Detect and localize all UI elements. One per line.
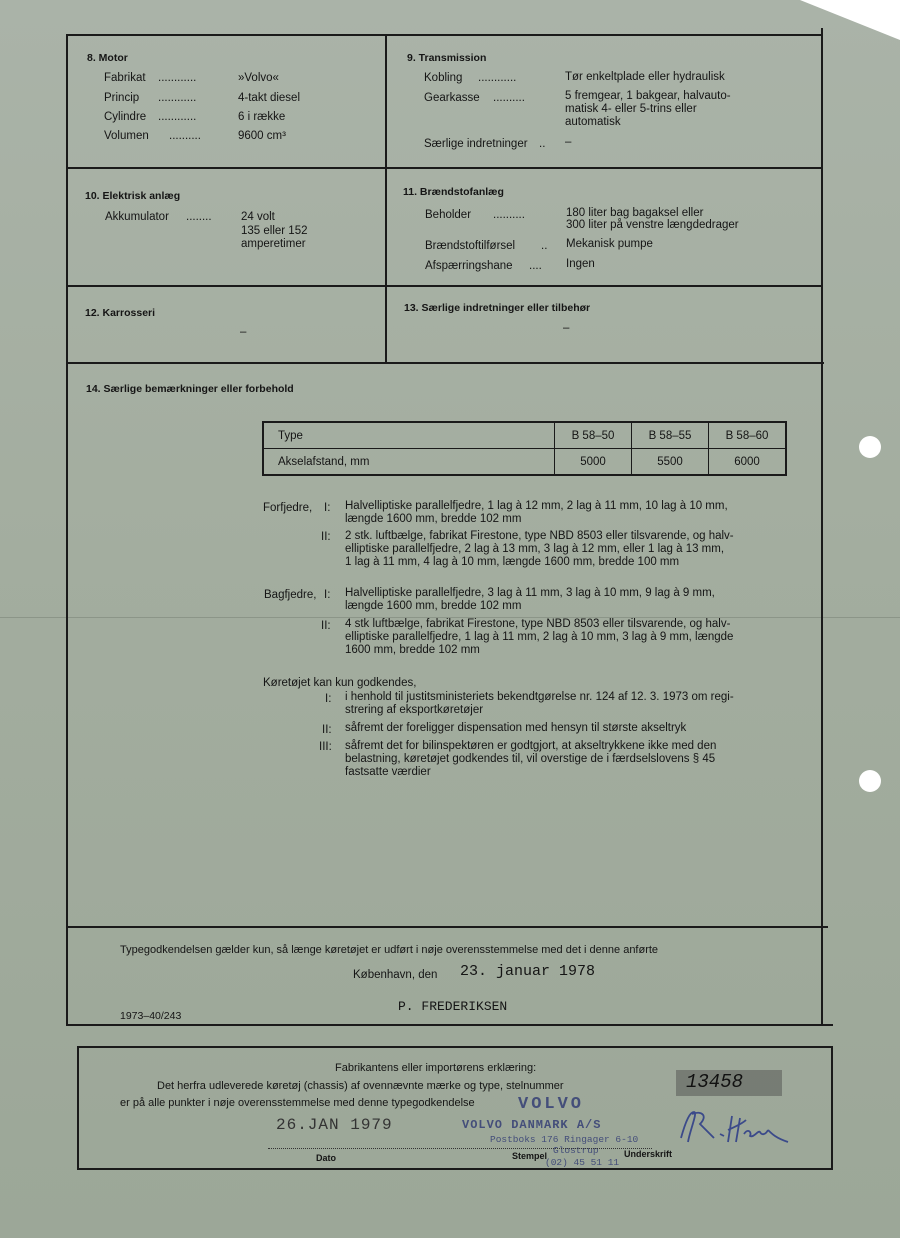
section-11-title: 11. Brændstofanlæg xyxy=(403,186,504,198)
issue-date: 23. januar 1978 xyxy=(460,963,596,980)
column-divider xyxy=(385,34,387,364)
spec-line: fastsatte værdier xyxy=(345,766,431,778)
akkumulator-value: 135 eller 152 xyxy=(241,225,308,237)
dots: ........ xyxy=(186,211,212,223)
motor-value: 6 i række xyxy=(238,111,286,123)
table-cell: 6000 xyxy=(709,449,787,476)
spec-line: elliptiske parallelfjedre, 2 lag à 13 mm, 3 lag à 12 mm, eller 1 lag à 13 mm, xyxy=(345,543,725,555)
dots: ............ xyxy=(478,72,517,84)
beholder-label: Beholder xyxy=(425,209,472,221)
handwritten-signature xyxy=(676,1108,796,1148)
declaration-text: er på alle punkter i nøje overensstemmelse med denne typegodkendelse xyxy=(120,1097,475,1109)
punch-hole xyxy=(859,770,881,792)
roman-numeral: II: xyxy=(321,620,331,632)
akkumulator-label: Akkumulator xyxy=(105,211,169,223)
gearkasse-value: 5 fremgear, 1 bakgear, halvauto- xyxy=(565,90,731,102)
motor-label: Cylindre xyxy=(104,111,147,123)
table-cell: B 58–60 xyxy=(709,422,787,449)
motor-label: Volumen xyxy=(104,130,149,142)
decl-frame-left xyxy=(77,1046,79,1170)
company-stamp: VOLVO DANMARK A/S xyxy=(462,1118,602,1132)
spec-line: i henhold til justitsministeriets bekendtgørelse nr. 124 af 12. 3. 1973 om regi- xyxy=(345,691,734,703)
dots: ............ xyxy=(158,92,197,104)
punch-hole xyxy=(859,436,881,458)
dots: .......... xyxy=(493,92,525,104)
akkumulator-value: 24 volt xyxy=(241,211,275,223)
decl-frame-bottom xyxy=(77,1168,833,1170)
motor-value: 4-takt diesel xyxy=(238,92,301,104)
dots: ............ xyxy=(158,111,197,123)
decl-frame-right xyxy=(831,1046,833,1170)
divider xyxy=(66,285,823,287)
forfjedre-label: Forfjedre, xyxy=(263,502,313,514)
signer-name: P. FREDERIKSEN xyxy=(398,999,508,1014)
table-row xyxy=(263,449,786,476)
declaration-title: Fabrikantens eller importørens erklæring: xyxy=(335,1062,537,1074)
tilfoersel-value: Mekanisk pumpe xyxy=(566,238,653,250)
spec-line: belastning, køretøjet godkendes til, vil overstige de i færdselslovens § 45 xyxy=(345,753,716,765)
gearkasse-value: automatisk xyxy=(565,116,621,128)
company-logo-stamp: VOLVO xyxy=(518,1095,585,1114)
dots: .... xyxy=(529,260,542,272)
frame-top xyxy=(66,34,822,36)
validity-statement: Typegodkendelsen gælder kun, så længe køretøjet er udført i nøje overensstemmelse med det i denne anførte xyxy=(120,944,659,956)
roman-numeral: I: xyxy=(324,589,331,601)
wheelbase-table xyxy=(262,421,787,476)
spec-line: elliptiske parallelfjedre, 1 lag à 11 mm, 2 lag à 10 mm, 3 lag à 9 mm, længde xyxy=(345,631,734,643)
stelnummer: 13458 xyxy=(686,1071,744,1093)
karrosseri-value: – xyxy=(240,326,247,338)
divider xyxy=(66,362,824,364)
dots: .. xyxy=(541,240,548,252)
kobling-label: Kobling xyxy=(424,72,463,84)
akkumulator-value: amperetimer xyxy=(241,238,306,250)
reference-number: 1973–40/243 xyxy=(120,1010,182,1022)
tilbehoer-value: – xyxy=(563,322,570,334)
frame-bottom xyxy=(66,1024,833,1026)
afspaerring-label: Afspærringshane xyxy=(425,260,513,272)
decl-frame-top xyxy=(77,1046,833,1048)
dato-label: Dato xyxy=(316,1153,336,1163)
spec-line: såfremt det for bilinspektøren er godtgjort, at akseltrykkene ikke med den xyxy=(345,740,717,752)
saerlige-value: – xyxy=(565,136,572,148)
spec-line: længde 1600 mm, bredde 102 mm xyxy=(345,600,522,612)
section-12-title: 12. Karrosseri xyxy=(85,307,156,319)
spec-line: Halvelliptiske parallelfjedre, 3 lag à 11 mm, 3 lag à 10 mm, 9 lag à 9 mm, xyxy=(345,587,715,599)
motor-value: »Volvo« xyxy=(238,72,279,84)
company-phone: (02) 45 51 11 xyxy=(545,1157,620,1168)
dots: .......... xyxy=(169,130,201,142)
beholder-value: 180 liter bag bagaksel eller xyxy=(566,207,704,219)
roman-numeral: II: xyxy=(322,724,332,736)
gearkasse-label: Gearkasse xyxy=(424,92,480,104)
spec-line: 4 stk luftbælge, fabrikat Firestone, type NBD 8503 eller tilsvarende, og halv- xyxy=(345,618,731,630)
afspaerring-value: Ingen xyxy=(566,258,595,270)
section-9-title: 9. Transmission xyxy=(407,52,487,64)
roman-numeral: III: xyxy=(319,741,332,753)
frame-right xyxy=(821,28,823,1026)
signature-line xyxy=(268,1148,652,1149)
frame-left xyxy=(66,34,68,1026)
underskrift-label: Underskrift xyxy=(624,1149,673,1159)
godkendes-intro: Køretøjet kan kun godkendes, xyxy=(263,677,417,689)
spec-line: længde 1600 mm, bredde 102 mm xyxy=(345,513,522,525)
spec-line: 1600 mm, bredde 102 mm xyxy=(345,644,480,656)
table-row xyxy=(263,422,786,449)
section-14-title: 14. Særlige bemærkninger eller forbehold xyxy=(86,383,294,395)
beholder-value: 300 liter på venstre længdedrager xyxy=(566,219,739,231)
motor-label: Fabrikat xyxy=(104,72,146,84)
tilfoersel-label: Brændstoftilførsel xyxy=(425,240,516,252)
divider xyxy=(66,167,822,169)
dots: .......... xyxy=(493,209,525,221)
saerlige-label: Særlige indretninger xyxy=(424,138,528,150)
section-13-title: 13. Særlige indretninger eller tilbehør xyxy=(404,302,591,314)
roman-numeral: I: xyxy=(325,693,332,705)
divider xyxy=(66,926,828,928)
declaration-text: Det herfra udleverede køretøj (chassis) af ovennævnte mærke og type, stelnummer xyxy=(157,1080,564,1092)
table-cell: Akselafstand, mm xyxy=(263,449,555,476)
table-cell: Type xyxy=(263,422,555,449)
company-address: Postboks 176 Ringager 6-10 xyxy=(490,1134,639,1145)
section-10-title: 10. Elektrisk anlæg xyxy=(85,190,181,202)
spec-line: 2 stk. luftbælge, fabrikat Firestone, type NBD 8503 eller tilsvarende, og halv- xyxy=(345,530,734,542)
table-cell: 5000 xyxy=(555,449,632,476)
motor-value: 9600 cm³ xyxy=(238,130,286,142)
stempel-label: Stempel xyxy=(512,1151,548,1161)
spec-line: såfremt der foreligger dispensation med hensyn til største akseltryk xyxy=(345,722,687,734)
spec-line: Halvelliptiske parallelfjedre, 1 lag à 12 mm, 2 lag à 11 mm, 10 lag à 10 mm, xyxy=(345,500,728,512)
table-cell: B 58–55 xyxy=(632,422,709,449)
section-8-title: 8. Motor xyxy=(87,52,128,64)
dots: .. xyxy=(539,138,546,150)
table-cell: 5500 xyxy=(632,449,709,476)
company-city: Glostrup xyxy=(553,1145,599,1156)
stamp-date: 26.JAN 1979 xyxy=(276,1116,393,1134)
spec-line: 1 lag à 11 mm, 4 lag à 10 mm, længde 1600 mm, bredde 100 mm xyxy=(345,556,680,568)
bagfjedre-label: Bagfjedre, xyxy=(264,589,317,601)
dots: ............ xyxy=(158,72,197,84)
roman-numeral: I: xyxy=(324,502,331,514)
roman-numeral: II: xyxy=(321,531,331,543)
place-label: København, den xyxy=(353,969,438,981)
spec-line: strering af eksportkøretøjer xyxy=(345,704,484,716)
motor-label: Princip xyxy=(104,92,140,104)
gearkasse-value: matisk 4- eller 5-trins eller xyxy=(565,103,697,115)
table-cell: B 58–50 xyxy=(555,422,632,449)
kobling-value: Tør enkeltplade eller hydraulisk xyxy=(565,71,725,83)
